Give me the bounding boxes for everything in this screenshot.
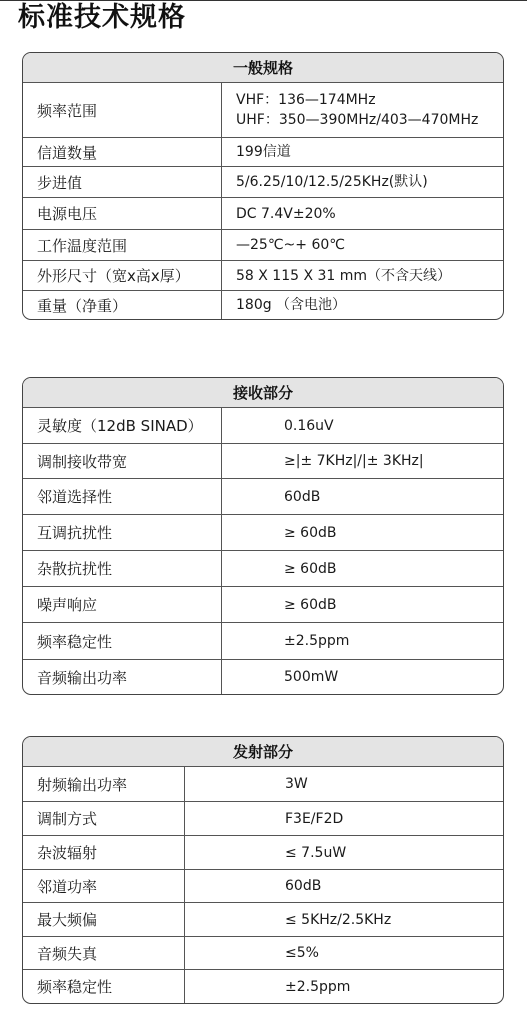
table-row (23, 166, 503, 197)
row-value (222, 198, 503, 229)
value-line: ±2.5ppm (285, 978, 351, 995)
row-label: 噪声响应 (23, 587, 222, 622)
row-value (222, 623, 503, 659)
value-line: 60dB (285, 878, 322, 894)
general-specs-table (22, 52, 504, 320)
row-value (222, 479, 503, 514)
value-line: VHF：136—174MHz (236, 92, 376, 108)
row-value (222, 138, 503, 166)
table-row (23, 902, 503, 936)
table-row (23, 869, 503, 902)
row-value (185, 836, 503, 869)
row-value (185, 802, 503, 835)
value-line: 199信道 (236, 144, 291, 160)
row-value (185, 937, 503, 969)
table-row (23, 622, 503, 659)
value-line: 0.16uV (284, 417, 334, 434)
table-row (23, 197, 503, 229)
table-row (23, 478, 503, 514)
row-label: 最大频偏 (23, 903, 185, 936)
row-label: 灵敏度（12dB SINAD） (23, 408, 222, 443)
value-line: ±2.5ppm (284, 633, 350, 649)
value-line: 60dB (284, 488, 321, 505)
value-line: 500mW (284, 669, 339, 685)
value-line: ≤ 7.5uW (285, 844, 347, 861)
row-value (185, 767, 503, 801)
table-header: 发射部分 (23, 737, 503, 767)
table-row (23, 514, 503, 550)
row-label: 互调抗扰性 (23, 515, 222, 550)
table-row (23, 586, 503, 622)
row-label: 信道数量 (23, 138, 222, 166)
value-line: ≥ 60dB (284, 596, 337, 613)
row-label: 邻道选择性 (23, 479, 222, 514)
table-row (23, 767, 503, 801)
table-row (23, 229, 503, 260)
value-line: 180g （含电池） (236, 297, 347, 313)
row-label: 杂散抗扰性 (23, 551, 222, 586)
value-line: 5/6.25/10/12.5/25KHz(默认) (236, 174, 428, 190)
row-label: 调制接收带宽 (23, 444, 222, 478)
value-line: F3E/F2D (285, 810, 344, 827)
row-value (222, 587, 503, 622)
table-row (23, 408, 503, 443)
row-value (222, 515, 503, 550)
row-label: 射频输出功率 (23, 767, 185, 801)
row-value (222, 291, 503, 319)
row-value (222, 167, 503, 197)
table-header: 一般规格 (23, 53, 503, 83)
value-line: ≤5% (285, 945, 319, 961)
row-label: 步进值 (23, 167, 222, 197)
value-line: ≥ 60dB (284, 524, 337, 541)
row-value (185, 870, 503, 902)
row-label: 电源电压 (23, 198, 222, 229)
page-title: 标准技术规格 (18, 2, 186, 33)
table-row (23, 443, 503, 478)
row-label: 杂波辐射 (23, 836, 185, 869)
row-value (185, 903, 503, 936)
row-label: 重量（净重） (23, 291, 222, 319)
table-row (23, 659, 503, 694)
table-row (23, 550, 503, 586)
row-label: 调制方式 (23, 802, 185, 835)
row-value (222, 408, 503, 443)
row-label: 音频输出功率 (23, 660, 222, 694)
row-value (222, 660, 503, 694)
table-row (23, 801, 503, 835)
row-value (222, 444, 503, 478)
table-row (23, 936, 503, 969)
row-value (222, 230, 503, 260)
row-label: 外形尺寸（宽x高x厚） (23, 261, 222, 290)
table-row (23, 137, 503, 166)
row-value (185, 970, 503, 1003)
value-line: UHF：350—390MHz/403—470MHz (236, 112, 479, 128)
value-line: ≥|± 7KHz|/|± 3KHz| (284, 453, 424, 469)
table-header: 接收部分 (23, 378, 503, 408)
row-value (222, 261, 503, 290)
row-value (222, 551, 503, 586)
row-label: 音频失真 (23, 937, 185, 969)
table-row (23, 969, 503, 1003)
row-label: 工作温度范围 (23, 230, 222, 260)
transmitter-specs-table (22, 736, 504, 1004)
row-label: 频率稳定性 (23, 970, 185, 1003)
table-row (23, 83, 503, 137)
row-value (222, 83, 503, 137)
receiver-specs-table (22, 377, 504, 695)
table-row (23, 260, 503, 290)
value-line: 3W (285, 776, 308, 792)
value-line: ≤ 5KHz/2.5KHz (285, 911, 392, 928)
row-label: 频率稳定性 (23, 623, 222, 659)
value-line: —25℃~+ 60℃ (236, 237, 345, 253)
table-row (23, 835, 503, 869)
row-label: 邻道功率 (23, 870, 185, 902)
table-row (23, 290, 503, 319)
value-line: ≥ 60dB (284, 560, 337, 577)
value-line: 58 X 115 X 31 mm（不含天线） (236, 267, 452, 284)
row-label: 频率范围 (23, 83, 222, 137)
value-line: DC 7.4V±20% (236, 205, 336, 222)
